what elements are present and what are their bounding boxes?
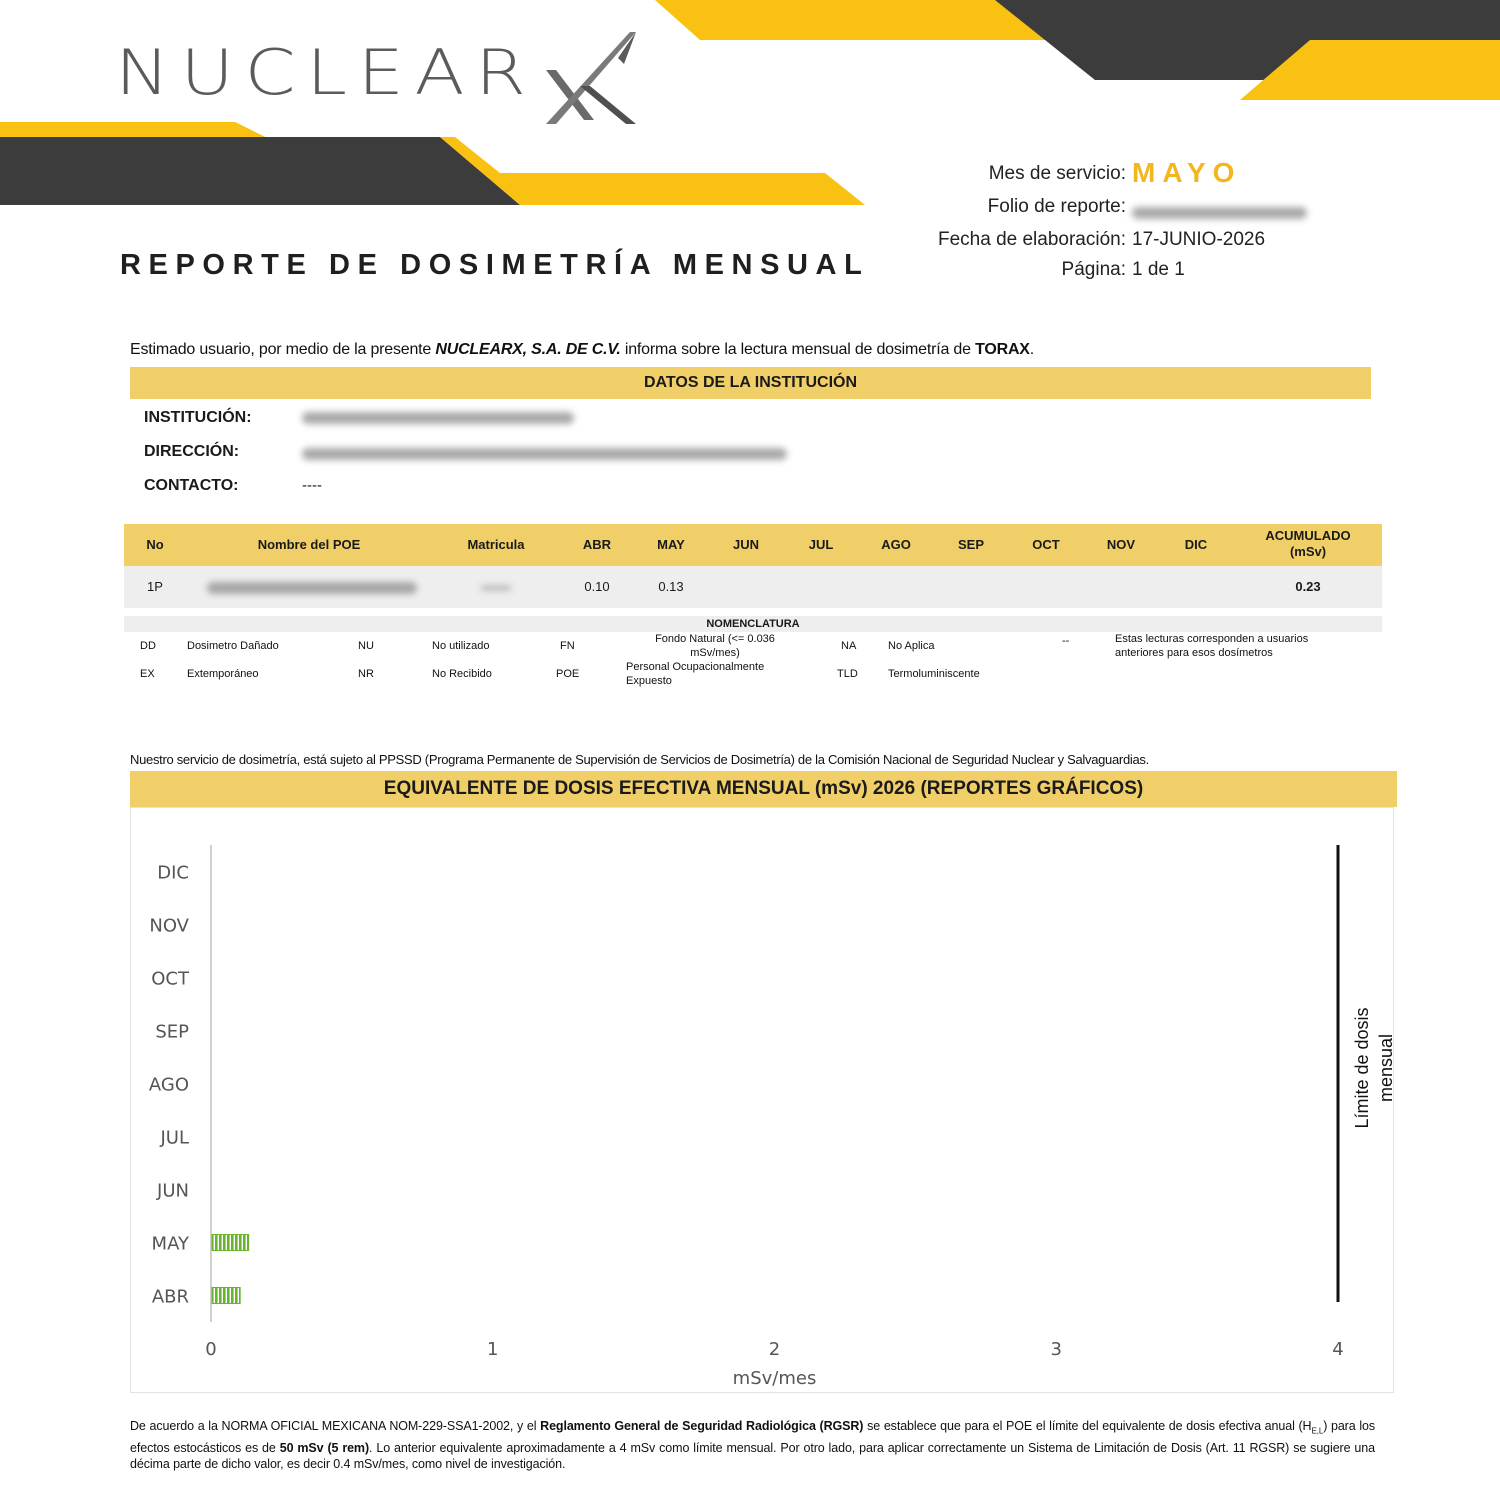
contact-value: ---- [302, 477, 322, 494]
nom-na-code: NA [841, 640, 857, 652]
bar-abr [212, 1288, 240, 1304]
col-matricula: Matricula [467, 537, 525, 552]
cell-name-redacted [202, 566, 422, 608]
col-sep: SEP [957, 537, 984, 552]
bar-may [212, 1235, 249, 1251]
nom-fn-desc [640, 632, 790, 660]
cell-abr: 0.10 [584, 579, 610, 594]
page-value: 1 de 1 [1132, 259, 1185, 280]
nom-fn-desc-line2: mSv/mes) [690, 647, 740, 659]
col-jul: JUL [808, 537, 834, 552]
chart-header: EQUIVALENTE DE DOSIS EFECTIVA MENSUAL (mSv) 2026 (REPORTES GRÁFICOS) [130, 771, 1397, 807]
nom-poe-code: POE [556, 668, 580, 680]
cell-acumulado: 0.23 [1295, 579, 1321, 594]
nom-fn-desc-line1: Fondo Natural (<= 0.036 [655, 633, 775, 645]
limit-label-line-2: mensual [1376, 1033, 1396, 1103]
x-tick-label-4: 4 [1332, 1339, 1344, 1360]
y-tick-label-ago: AGO [148, 1074, 189, 1096]
footer-part1: De acuerdo a la NORMA OFICIAL MEXICANA NOM-229-SSA1-2002, y el [130, 1419, 541, 1433]
y-tick-label-sep: SEP [155, 1021, 189, 1043]
date-label: Fecha de elaboración: [937, 229, 1126, 250]
nom-nr-code: NR [358, 668, 374, 680]
col-may: MAY [657, 537, 685, 552]
nom-ex-code: EX [140, 668, 155, 680]
x-axis-label: mSv/mes [732, 1368, 817, 1389]
y-tick-label-jun: JUN [157, 1180, 189, 1202]
nom-poe-desc-line2: Expuesto [626, 675, 672, 687]
footer-part4: . Lo anterior equivalente aproximadamente a 4 mSv como límite mensual. Por otro lado, para aplicar correctamente un Sistema de Limitación de Dosis (Art. 11 RGSR) se sugiere una décima parte de dicho valor, es decir 0.4 mSv/mes, como nivel de investigación. [130, 1440, 1375, 1471]
y-tick-label-nov: NOV [149, 915, 189, 937]
address-label: DIRECCIÓN: [144, 443, 240, 460]
nom-na-desc: No Aplica [888, 640, 935, 652]
address-value-redacted [302, 447, 787, 464]
footer-legal-text [130, 1418, 1375, 1472]
col-oct: OCT [1032, 537, 1060, 552]
x-tick-label-2: 2 [768, 1339, 781, 1360]
dose-chart [131, 808, 1396, 1391]
folio-label: Folio de reporte: [987, 196, 1126, 217]
report-title: REPORTE DE DOSIMETRÍA MENSUAL [120, 249, 870, 281]
footer-part2: se establece que para el POE el límite del equivalente de dosis efectiva anual (H [863, 1419, 1312, 1433]
nom-tld-code: TLD [837, 668, 858, 680]
nom-dash-code: -- [1062, 635, 1070, 647]
nom-dd-desc: Dosimetro Dañado [187, 640, 279, 652]
deco-dark-left [0, 137, 520, 205]
institution-label: INSTITUCIÓN: [144, 409, 252, 426]
footer-sub: E,L [1311, 1426, 1324, 1436]
nom-dd-code: DD [140, 640, 156, 652]
service-note: Nuestro servicio de dosimetría, está sujeto al PPSSD (Programa Permanente de Supervisión de Servicios de Dosimetría) de la Comisión Nacional de Seguridad Nuclear y Salvaguardias. [130, 752, 1149, 767]
intro-prefix: Estimado usuario, por medio de la presente [130, 341, 436, 358]
limit-label [1352, 1007, 1396, 1128]
nom-ex-desc: Extemporáneo [187, 668, 259, 680]
y-tick-label-may: MAY [151, 1233, 189, 1255]
footer-rgsr: Reglamento General de Seguridad Radiológica (RGSR) [540, 1419, 864, 1433]
col-no: No [146, 537, 164, 552]
y-tick-label-oct: OCT [151, 968, 189, 990]
cell-no: 1P [147, 579, 163, 594]
x-tick-label-1: 1 [487, 1339, 499, 1360]
intro-company: NUCLEARX, S.A. DE C.V. [435, 341, 621, 358]
nomenclature-header: NOMENCLATURA [124, 616, 1382, 632]
nom-tld-desc: Termoluminiscente [888, 668, 980, 680]
y-tick-label-abr: ABR [151, 1286, 189, 1308]
y-tick-label-dic: DIC [157, 862, 189, 884]
institution-header: DATOS DE LA INSTITUCIÓN [130, 367, 1371, 399]
table-row [124, 566, 1382, 608]
limit-label-line-1: Límite de dosis [1352, 1007, 1372, 1129]
footer-dose: 50 mSv (5 rem) [279, 1440, 370, 1455]
logo-wordmark: NUCLEAR [115, 36, 537, 109]
nom-fn-code: FN [560, 640, 575, 652]
page-label: Página: [1061, 259, 1126, 280]
col-dic: DIC [1184, 537, 1208, 552]
cell-matricula [446, 566, 546, 608]
x-tick-label-0: 0 [205, 1339, 217, 1360]
nom-dash-desc-line1: Estas lecturas corresponden a usuarios [1115, 633, 1309, 645]
deco-yellow-left [0, 122, 265, 137]
folio-value-redacted [1132, 203, 1307, 225]
col-acumulado [1248, 524, 1368, 566]
footer-part3: ) para los efectos estocásticos es de [130, 1419, 1376, 1455]
col-ago: AGO [881, 537, 911, 552]
nom-nr-desc: No Recibido [432, 668, 492, 680]
nom-nu-desc: No utilizado [432, 640, 490, 652]
nom-poe-desc [626, 660, 764, 688]
col-jun: JUN [732, 537, 759, 552]
cell-may: 0.13 [658, 579, 684, 594]
intro-region: TORAX [975, 341, 1030, 358]
intro-middle: informa sobre la lectura mensual de dosimetría de [620, 341, 976, 358]
y-tick-label-jul: JUL [160, 1127, 189, 1149]
nom-dash-desc-line2: anteriores para esos dosímetros [1115, 647, 1273, 659]
chart-frame [130, 807, 1394, 1393]
institution-value-redacted [302, 411, 574, 428]
col-acumulado-line1: ACUMULADO [1265, 528, 1351, 543]
col-name: Nombre del POE [257, 537, 361, 552]
service-month-value: MAYO [1132, 157, 1242, 188]
logo-x-icon [540, 28, 640, 126]
service-month-label: Mes de servicio: [988, 163, 1126, 184]
intro-text [130, 341, 1034, 359]
col-acumulado-line2: (mSv) [1289, 544, 1327, 559]
intro-suffix: . [1029, 341, 1035, 358]
col-nov: NOV [1106, 537, 1136, 552]
nom-nu-code: NU [358, 640, 374, 652]
date-value: 17-JUNIO-2026 [1132, 229, 1266, 250]
contact-label: CONTACTO: [144, 477, 239, 494]
nom-poe-desc-line1: Personal Ocupacionalmente [626, 661, 765, 673]
nom-dash-desc [1115, 632, 1308, 660]
dose-table-header [124, 524, 1382, 566]
x-tick-label-3: 3 [1050, 1339, 1062, 1360]
col-abr: ABR [582, 537, 612, 552]
